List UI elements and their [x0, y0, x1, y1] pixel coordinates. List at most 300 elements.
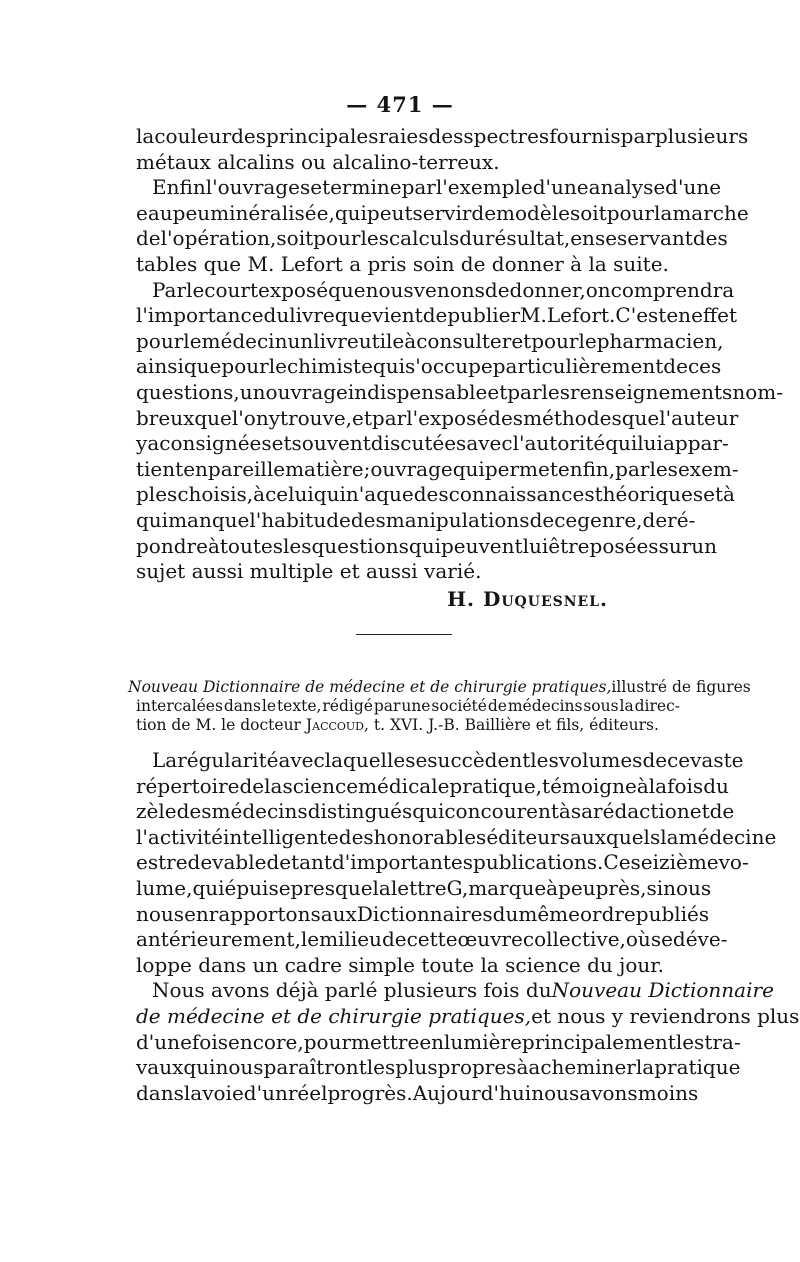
word: répertoire: [136, 773, 240, 798]
word: à: [207, 533, 220, 558]
word: à: [546, 875, 559, 900]
word: livre: [313, 328, 359, 353]
word: de: [471, 200, 497, 225]
word: en: [666, 303, 692, 328]
word: M.: [520, 303, 547, 328]
word: Par: [152, 277, 187, 302]
word: ouvrage: [265, 379, 348, 404]
text-line: [136, 1029, 741, 1056]
text-line: [136, 748, 744, 774]
word: choisis,: [177, 482, 254, 507]
word: par: [620, 124, 655, 148]
review-text-dictionnaire: [136, 748, 800, 1106]
word: du: [703, 773, 729, 798]
word: pratique: [654, 1055, 741, 1080]
word: la: [653, 200, 673, 225]
word: de: [422, 303, 448, 328]
word: nous: [663, 875, 712, 900]
word: trouve,: [280, 405, 353, 430]
word: des: [428, 124, 464, 148]
word: La: [152, 748, 178, 772]
word: direc-: [634, 697, 680, 715]
word: les: [360, 226, 389, 251]
word: fois: [667, 773, 704, 798]
word: encore,: [228, 1029, 304, 1054]
word: en: [570, 226, 595, 251]
text-line: sujet aussi multiple et aussi varié.: [136, 559, 482, 584]
word: matière: [285, 456, 364, 481]
word: d'un: [243, 1080, 288, 1105]
word: marche: [672, 200, 749, 225]
word: raies: [378, 124, 429, 148]
text-line: [136, 175, 722, 201]
word: pour: [303, 1029, 352, 1054]
word: médecin: [201, 328, 288, 353]
italic-title-segment: Nouveau Dictionnaire: [551, 978, 774, 1003]
word: nous: [531, 1080, 580, 1105]
word: œuvre: [457, 927, 523, 952]
word: G,: [446, 875, 469, 900]
word: d'une: [532, 175, 589, 200]
word: par: [371, 405, 407, 430]
word: livre: [289, 303, 335, 328]
word: Aujourd'hui: [412, 1080, 532, 1105]
word: qui: [334, 200, 367, 225]
word: modèle: [496, 200, 570, 225]
word: la: [372, 875, 391, 900]
word: auxquels: [569, 824, 661, 849]
word: est: [136, 850, 167, 875]
text-line: loppe dans un cadre simple toute la science du jour.: [136, 952, 665, 977]
text-line: [136, 533, 718, 560]
text-line: [136, 799, 735, 825]
word: eau: [136, 200, 173, 225]
word: rédaction: [593, 799, 690, 824]
word: l'exemple: [435, 175, 533, 200]
word: témoigne: [542, 773, 637, 798]
word: renseignements: [570, 379, 733, 404]
word: rédigé: [322, 697, 373, 715]
text-line: [136, 277, 735, 304]
word: succèdent: [427, 748, 531, 772]
word: aux: [320, 901, 357, 926]
word: méthodes: [523, 405, 622, 430]
word: honorables: [373, 824, 487, 849]
word: tra-: [704, 1029, 741, 1054]
word: et: [703, 482, 724, 507]
word: pareille: [207, 456, 286, 481]
text-line: [136, 1055, 741, 1081]
page-number: — 471 —: [346, 92, 454, 117]
word: progrès.: [327, 1080, 413, 1105]
word: intelligente: [223, 824, 339, 849]
word: un: [691, 533, 718, 558]
word: à: [636, 773, 649, 798]
text-segment: Nous avons déjà parlé plusieurs fois du: [152, 978, 552, 1003]
review-text-lefort: [136, 124, 783, 613]
word: les: [282, 533, 312, 558]
word: plus: [395, 1055, 438, 1080]
word: en: [183, 456, 208, 481]
word: spectres: [463, 124, 550, 148]
word: être: [548, 533, 590, 558]
signature-name: Duquesnel.: [482, 586, 608, 611]
word: pour: [136, 328, 184, 353]
word: lui: [522, 533, 549, 558]
word: seizième: [630, 850, 719, 875]
word: que: [621, 405, 660, 430]
word: ;: [363, 456, 371, 481]
word: marque: [468, 875, 547, 900]
word: la: [619, 697, 634, 715]
word: en: [184, 901, 209, 926]
word: des: [692, 226, 728, 251]
reference-title: Nouveau Dictionnaire de médecine et de chirurgie pratiques,: [128, 678, 612, 696]
word: manque: [168, 507, 250, 532]
word: nous: [365, 277, 414, 302]
word: venons: [413, 277, 485, 302]
word: des: [350, 507, 386, 532]
text-line: [136, 354, 722, 380]
author-signature: [136, 585, 678, 613]
word: moins: [637, 1080, 699, 1105]
word: peut: [366, 200, 413, 225]
word: et: [271, 431, 292, 456]
word: fois: [191, 1029, 229, 1054]
word: court: [204, 277, 259, 302]
word: pour: [221, 354, 269, 379]
reference-editor-name: Jaccoud: [305, 716, 365, 734]
word: d'importantes: [331, 850, 474, 875]
word: le: [268, 354, 287, 379]
text-line: [136, 1080, 699, 1107]
word: vaux: [136, 1055, 184, 1080]
text-line: [136, 405, 739, 432]
word: de: [487, 697, 507, 715]
word: qui: [452, 456, 485, 481]
word: lettre: [390, 875, 447, 900]
word: souvent: [291, 431, 371, 456]
word: l'activité: [136, 824, 224, 849]
word: les: [530, 748, 559, 772]
word: réel: [287, 1080, 328, 1105]
text-line: [136, 456, 739, 483]
word: de: [136, 226, 161, 251]
word: appar-: [662, 431, 729, 456]
text-line: [136, 824, 777, 851]
word: donner,: [509, 277, 586, 302]
word: les: [649, 456, 678, 481]
word: nom-: [732, 379, 783, 404]
word: pharmacien,: [596, 328, 724, 353]
word: que: [328, 277, 366, 302]
word: l'on: [231, 405, 269, 430]
word: que: [183, 354, 222, 379]
word: la: [264, 773, 283, 798]
word: antérieurement,: [136, 927, 301, 952]
word: ples: [136, 482, 178, 507]
word: l'autorité: [512, 431, 606, 456]
word: servant: [617, 226, 693, 251]
word: où: [625, 927, 651, 952]
word: laquelle: [324, 748, 406, 772]
word: les: [675, 1029, 705, 1054]
word: à: [723, 482, 735, 507]
word: texte,: [276, 697, 322, 715]
word: l'ouvrage: [205, 175, 300, 200]
word: exem-: [677, 456, 739, 481]
word: ce: [667, 748, 691, 772]
word: un: [239, 379, 266, 404]
word: le: [183, 328, 202, 353]
word: médecine: [678, 824, 777, 849]
word: le: [186, 277, 205, 302]
word: l'habitude: [249, 507, 351, 532]
word: l'opération,: [160, 226, 277, 251]
word: les: [366, 1055, 396, 1080]
word: des: [231, 124, 267, 148]
word: fournis: [549, 124, 621, 148]
word: médecins: [507, 697, 583, 715]
word: de: [266, 850, 292, 875]
text-line: [136, 978, 774, 1004]
word: se: [299, 175, 323, 200]
text-line: [136, 850, 749, 876]
word: intercalées: [136, 697, 223, 715]
word: toutes: [219, 533, 283, 558]
word: permet: [484, 456, 558, 481]
text-line: [136, 927, 728, 953]
word: breux: [136, 405, 195, 430]
word: minéralisée,: [210, 200, 335, 225]
word: avons: [579, 1080, 638, 1105]
italic-title-segment: de médecine et de chirurgie pratiques,: [136, 1003, 532, 1028]
word: questions: [311, 533, 409, 558]
word: se: [594, 226, 618, 251]
section-divider: [356, 634, 452, 635]
word: de: [642, 748, 668, 772]
word: de: [709, 799, 735, 824]
reference-line: [128, 716, 680, 735]
word: pondre: [136, 533, 208, 558]
word: à: [253, 482, 266, 507]
reference-line: [128, 697, 680, 716]
word: consignées: [159, 431, 272, 456]
text-line: [136, 507, 696, 534]
word: des: [176, 799, 212, 824]
word: par: [507, 379, 542, 404]
word: lume,: [136, 875, 193, 900]
word: peu: [172, 200, 211, 225]
word: si: [646, 875, 664, 900]
word: qui: [605, 431, 638, 456]
text-line: [136, 226, 728, 252]
word: acheminer: [528, 1055, 636, 1080]
word: ré-: [667, 507, 696, 532]
word: indispensable: [347, 379, 488, 404]
word: sa: [570, 799, 594, 824]
bibliographic-reference: [128, 678, 751, 735]
text-line: tables que M. Lefort a pris soin de donner à la suite.: [136, 251, 669, 276]
word: y: [268, 405, 281, 430]
word: qui: [183, 1055, 216, 1080]
word: des: [413, 482, 449, 507]
text-line: [136, 901, 710, 928]
word: de: [663, 354, 688, 379]
word: publiés: [635, 901, 710, 926]
text-line: [136, 200, 749, 227]
word: pratique,: [449, 773, 543, 798]
word: par: [373, 697, 401, 715]
word: les: [541, 379, 571, 404]
word: collective,: [522, 927, 626, 952]
word: pour: [313, 226, 361, 251]
word: qui: [372, 354, 406, 379]
word: la: [183, 1080, 203, 1105]
word: particulièrement: [492, 354, 664, 379]
text-segment: et nous y reviendrons plus: [531, 1003, 800, 1028]
word: la: [648, 773, 668, 798]
word: le: [261, 697, 277, 715]
word: Lefort.: [546, 303, 616, 328]
word: C'est: [615, 303, 667, 328]
word: peuvent: [440, 533, 523, 558]
word: exposé: [258, 277, 329, 302]
reference-title-rest: illustré de figures: [611, 678, 751, 696]
word: n'a: [345, 482, 377, 507]
word: une: [401, 697, 431, 715]
word: discutées: [370, 431, 467, 456]
word: le: [300, 927, 320, 952]
word: comprendra: [610, 277, 735, 302]
word: lui: [637, 431, 663, 456]
word: s'occupe: [405, 354, 493, 379]
word: la: [660, 824, 679, 849]
word: à: [516, 1055, 529, 1080]
word: manipulations: [385, 507, 530, 532]
word: régularité: [177, 748, 279, 772]
word: se: [405, 748, 428, 772]
word: par: [615, 456, 650, 481]
word: qui: [192, 875, 225, 900]
word: Ce: [603, 850, 631, 875]
text-line: métaux alcalins ou alcalino-terreux.: [136, 149, 500, 174]
word: Enfin: [152, 175, 206, 200]
word: du: [263, 303, 290, 328]
word: qui: [136, 507, 169, 532]
word: et: [511, 328, 532, 353]
word: servir: [412, 200, 472, 225]
word: science: [282, 773, 359, 798]
word: posées: [589, 533, 659, 558]
word: médicale: [358, 773, 450, 798]
word: ouvrage: [370, 456, 453, 481]
word: connaissances: [448, 482, 595, 507]
word: la: [136, 124, 155, 148]
word: en: [419, 1029, 445, 1054]
text-line: [136, 303, 737, 329]
word: avec: [278, 748, 325, 772]
word: Dictionnaires: [356, 901, 493, 926]
word: presque: [290, 875, 373, 900]
word: un: [287, 328, 314, 353]
word: redevable: [166, 850, 267, 875]
word: ordre: [579, 901, 636, 926]
text-line: [136, 482, 735, 508]
word: du: [492, 901, 519, 926]
word: avec: [466, 431, 513, 456]
signature-initial: H.: [447, 586, 476, 611]
word: de: [484, 277, 510, 302]
word: et: [352, 405, 372, 430]
text-line: [136, 875, 712, 902]
word: qui: [313, 482, 346, 507]
word: médecins: [211, 799, 308, 824]
word: société: [431, 697, 487, 715]
word: pour: [531, 328, 579, 353]
text-line: [136, 328, 724, 355]
word: a: [147, 431, 160, 456]
word: d'une: [665, 175, 722, 200]
word: nous: [136, 901, 185, 926]
word: ainsi: [136, 354, 184, 379]
word: propres: [437, 1055, 517, 1080]
word: volumes: [558, 748, 643, 772]
word: vo-: [718, 850, 749, 875]
word: soit: [569, 200, 607, 225]
reference-line-start: tion de M. le docteur: [136, 716, 301, 734]
word: vaste: [690, 748, 744, 772]
text-line: [136, 773, 729, 800]
word: principalement: [521, 1029, 676, 1054]
word: zèle: [136, 799, 177, 824]
word: questions,: [136, 379, 240, 404]
word: pour: [606, 200, 654, 225]
word: dans: [136, 1080, 184, 1105]
word: soit: [276, 226, 314, 251]
word: milieu: [319, 927, 382, 952]
word: sur: [658, 533, 692, 558]
reference-line-end: , t. XVI. J.-B. Baillière et fils, éditeurs.: [364, 716, 659, 734]
word: épuise: [224, 875, 291, 900]
word: près,: [595, 875, 647, 900]
word: ces: [687, 354, 722, 379]
word: déve-: [672, 927, 728, 952]
reference-line: [128, 678, 751, 697]
word: et: [689, 799, 710, 824]
word: par: [401, 175, 436, 200]
text-line: [136, 431, 729, 457]
word: qui: [408, 533, 441, 558]
word: dans: [223, 697, 261, 715]
word: celui: [265, 482, 314, 507]
word: vient: [372, 303, 423, 328]
word: éditeurs: [486, 824, 570, 849]
word: théoriques: [594, 482, 704, 507]
word: cette: [406, 927, 458, 952]
word: que: [376, 482, 414, 507]
word: peu: [558, 875, 596, 900]
word: à: [558, 799, 571, 824]
word: l'auteur: [659, 405, 739, 430]
word: distingués: [307, 799, 413, 824]
word: couleur: [154, 124, 232, 148]
word: paraîtront: [263, 1055, 367, 1080]
word: consulter: [416, 328, 512, 353]
word: effet: [691, 303, 737, 328]
word: qui: [412, 799, 445, 824]
word: sous: [583, 697, 619, 715]
